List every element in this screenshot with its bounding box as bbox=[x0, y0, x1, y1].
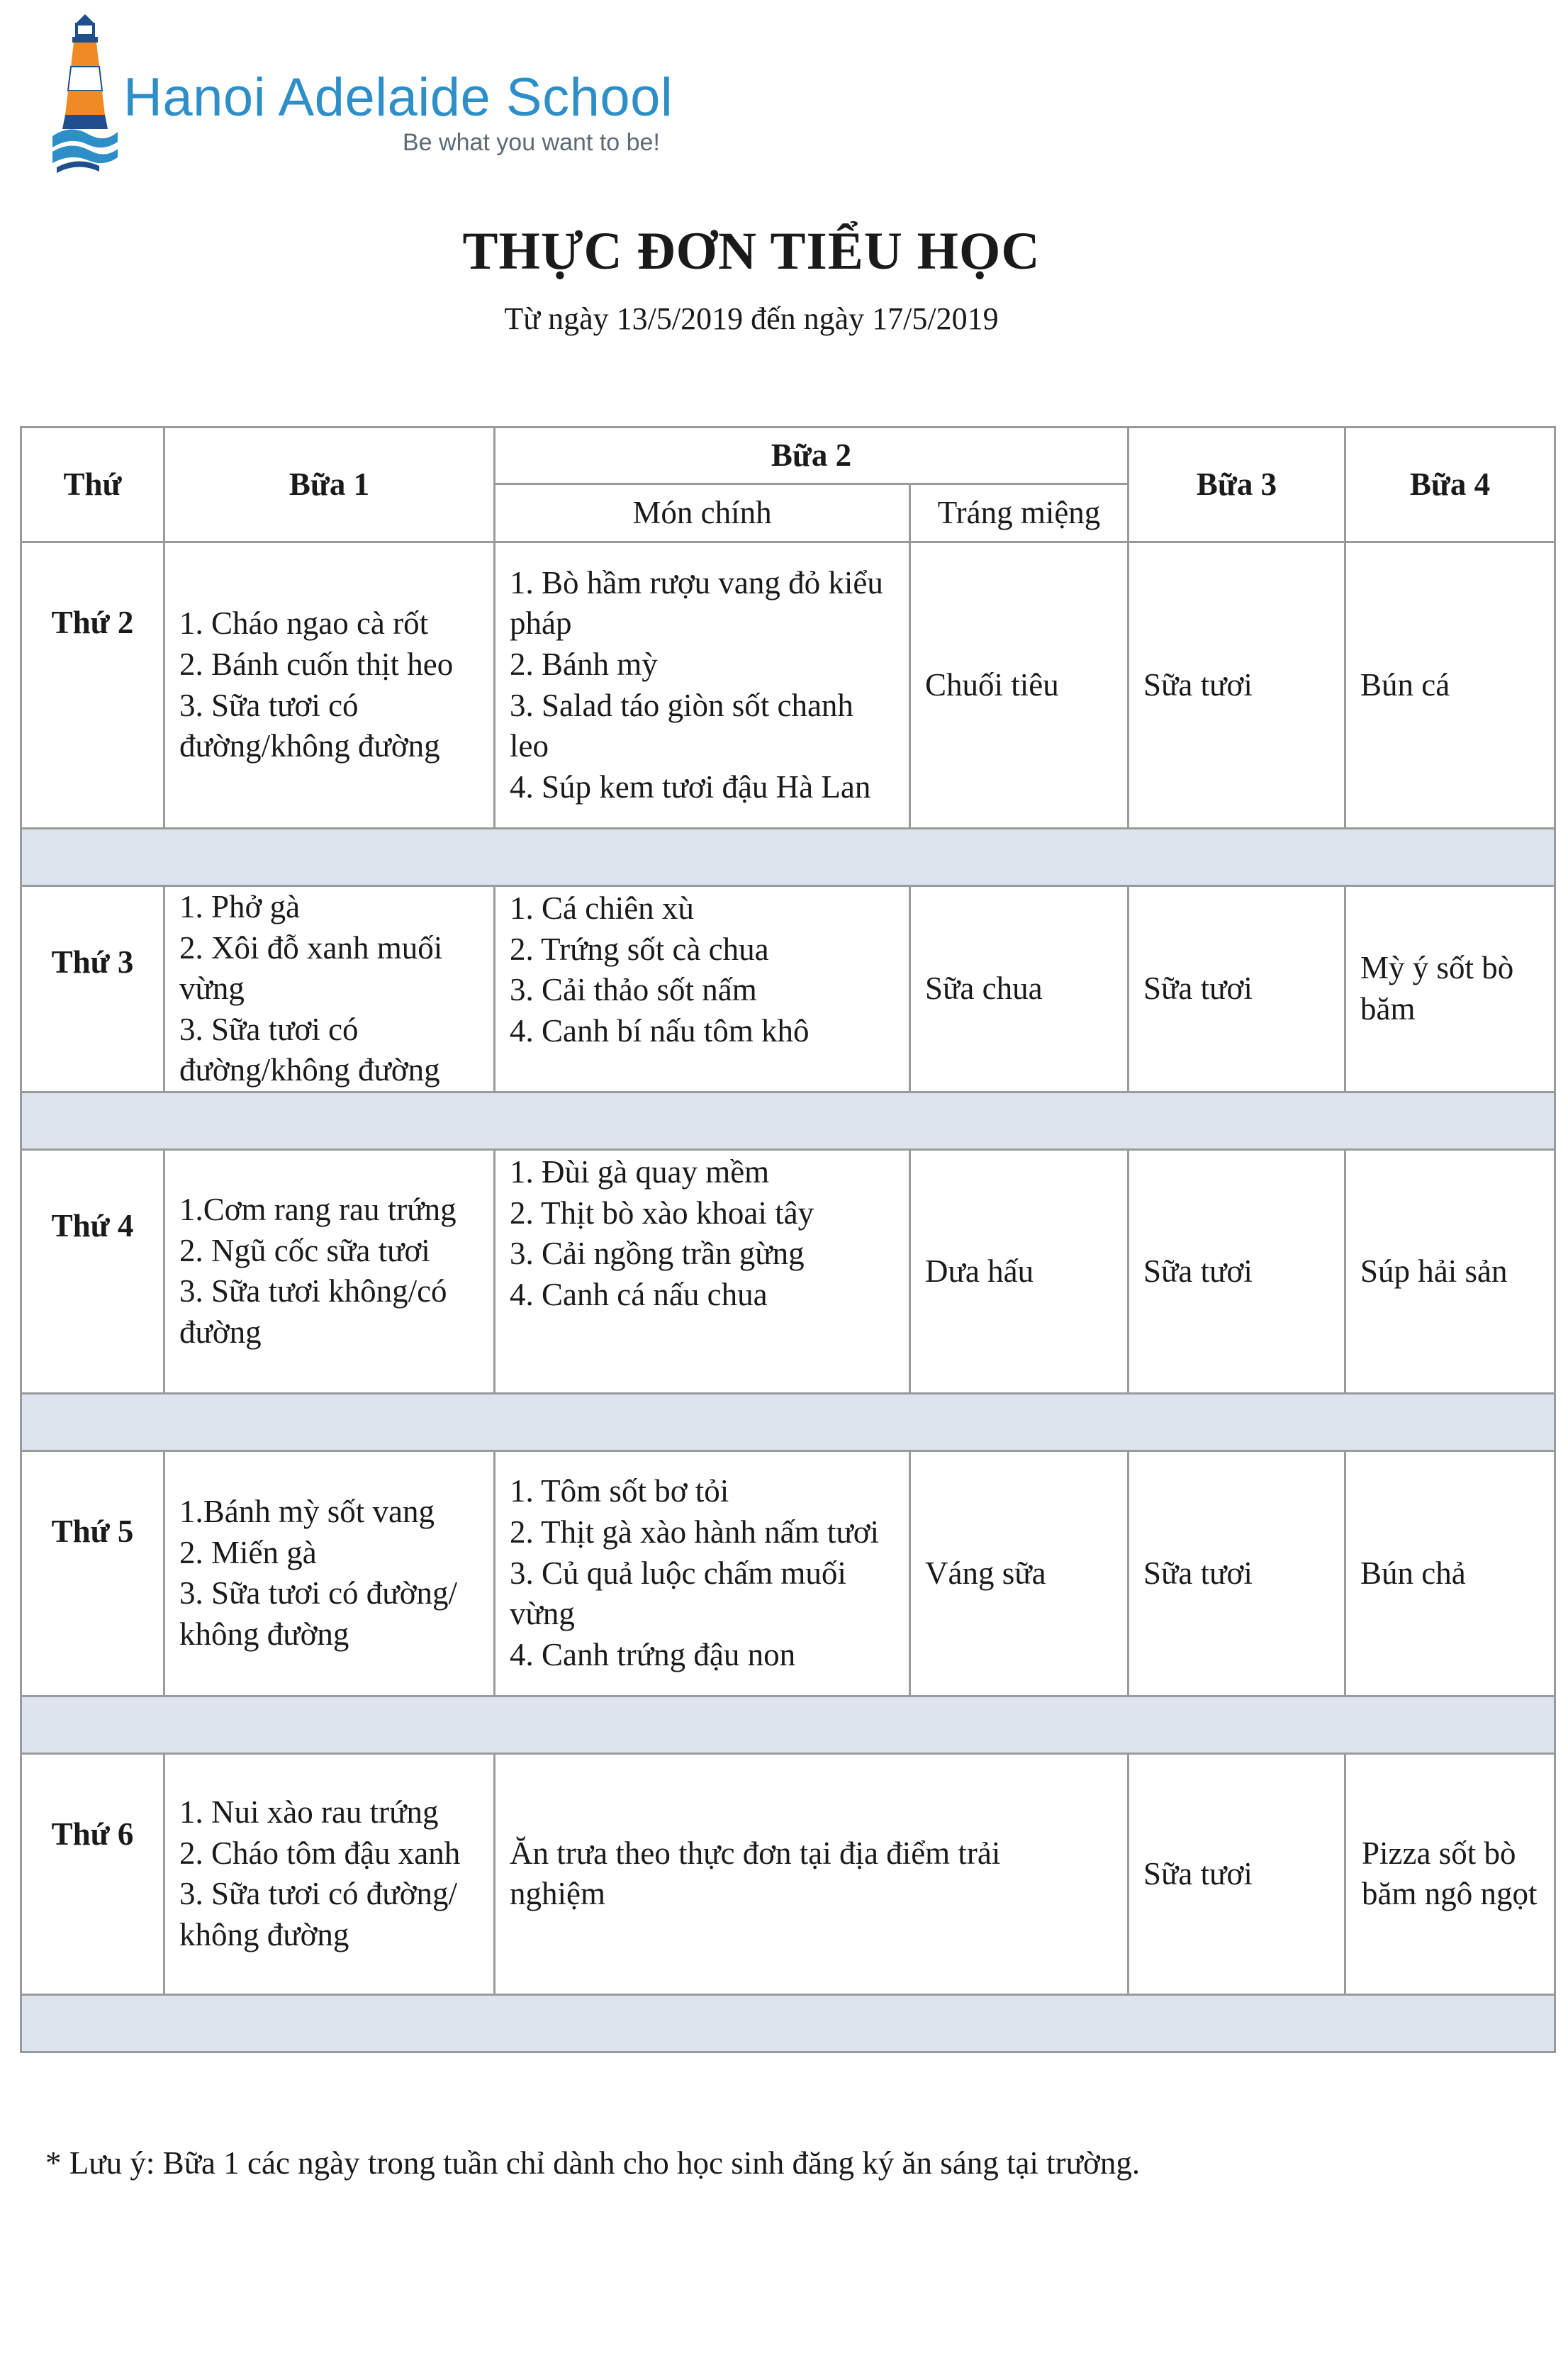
meal1-item: 3. Sữa tươi có đường/ không đường bbox=[179, 1575, 457, 1653]
meal1-item: 1. Phở gà bbox=[179, 889, 301, 924]
main-dish-cell bbox=[495, 1149, 910, 1393]
dessert-cell: Dưa hấu bbox=[910, 1149, 1129, 1393]
main-dish-item: 1. Tôm sốt bơ tỏi bbox=[510, 1473, 729, 1509]
header-dessert: Tráng miệng bbox=[910, 484, 1129, 542]
main-dish-cell bbox=[495, 1450, 910, 1696]
separator-row bbox=[21, 1994, 1555, 2052]
meal4-cell: Bún chả bbox=[1345, 1450, 1555, 1696]
main-dish-item: 4. Súp kem tươi đậu Hà Lan bbox=[510, 768, 871, 805]
meal4-cell: Mỳ ý sốt bò băm bbox=[1345, 886, 1555, 1092]
header-meal4: Bữa 4 bbox=[1345, 427, 1555, 542]
separator-row bbox=[21, 1393, 1555, 1450]
meal1-item: 1.Bánh mỳ sốt vang bbox=[179, 1494, 435, 1530]
meal4-cell: Pizza sốt bò băm ngô ngọt bbox=[1345, 1753, 1555, 1994]
meal1-cell bbox=[164, 1753, 495, 1994]
main-dish-cell bbox=[495, 886, 910, 1092]
separator-row bbox=[21, 829, 1555, 886]
header-row bbox=[21, 427, 1555, 484]
meal1-item: 2. Miến gà bbox=[179, 1534, 317, 1570]
main-dish-item: 3. Salad táo giòn sốt chanh leo bbox=[510, 687, 853, 764]
day-label: Thứ 6 bbox=[21, 1753, 164, 1994]
meal4-cell: Bún cá bbox=[1345, 542, 1555, 829]
main-dish-item: 4. Canh bí nấu tôm khô bbox=[510, 1012, 810, 1049]
menu-table bbox=[20, 426, 1556, 2053]
day-label: Thứ 5 bbox=[21, 1450, 164, 1696]
school-name: Hanoi Adelaide School bbox=[123, 67, 673, 128]
date-range: Từ ngày 13/5/2019 đến ngày 17/5/2019 bbox=[504, 301, 999, 336]
meal1-cell bbox=[164, 1149, 495, 1393]
main-dish-item: 2. Thịt bò xào khoai tây bbox=[510, 1195, 814, 1231]
header-meal2: Bữa 2 bbox=[495, 427, 1129, 484]
meal1-item: 1. Nui xào rau trứng bbox=[179, 1794, 439, 1830]
meal1-item: 1. Cháo ngao cà rốt bbox=[179, 605, 429, 642]
main-dish-item: 1. Đùi gà quay mềm bbox=[510, 1153, 770, 1190]
meal1-cell bbox=[164, 542, 495, 829]
header-main-dish: Món chính bbox=[495, 484, 910, 542]
meal1-cell bbox=[164, 1450, 495, 1696]
meal1-item: 2. Bánh cuốn thịt heo bbox=[179, 646, 454, 682]
page-title: THỰC ĐƠN TIỂU HỌC bbox=[462, 222, 1041, 281]
header-meal3: Bữa 3 bbox=[1129, 427, 1345, 542]
day-row bbox=[21, 1753, 1555, 1994]
main-dish-item: 4. Canh cá nấu chua bbox=[510, 1276, 768, 1312]
meal1-item: 3. Sữa tươi có đường/không đường bbox=[179, 687, 440, 764]
day-label: Thứ 2 bbox=[21, 542, 164, 829]
meal1-item: 3. Sữa tươi không/có đường bbox=[179, 1273, 447, 1351]
main-dish-item: 3. Củ quả luộc chấm muối vừng bbox=[510, 1555, 846, 1632]
meal1-item: 3. Sữa tươi có đường/ không đường bbox=[179, 1876, 457, 1953]
main-dish-item: 2. Thịt gà xào hành nấm tươi bbox=[510, 1514, 880, 1550]
dessert-cell: Chuối tiêu bbox=[910, 542, 1129, 829]
main-dish-item: 3. Cải thảo sốt nấm bbox=[510, 972, 757, 1008]
main-dish-item: 1. Cá chiên xù bbox=[510, 890, 694, 926]
lighthouse-logo-icon bbox=[50, 10, 121, 173]
dessert-cell: Sữa chua bbox=[910, 886, 1129, 1092]
meal4-cell: Súp hải sản bbox=[1345, 1149, 1555, 1393]
header-day: Thứ bbox=[21, 427, 164, 542]
day-row bbox=[21, 1450, 1555, 1696]
meal3-cell: Sữa tươi bbox=[1129, 542, 1345, 829]
separator-row bbox=[21, 1092, 1555, 1149]
meal1-cell bbox=[164, 886, 495, 1092]
meal1-item: 2. Cháo tôm đậu xanh bbox=[179, 1835, 461, 1871]
main-dish-combined-cell: Ăn trưa theo thực đơn tại địa điểm trải nghiệm bbox=[495, 1753, 1129, 1994]
meal3-cell: Sữa tươi bbox=[1129, 1149, 1345, 1393]
meal1-item: 2. Ngũ cốc sữa tươi bbox=[179, 1232, 430, 1268]
main-dish-item: 1. Bò hầm rượu vang đỏ kiểu pháp bbox=[510, 564, 883, 642]
dessert-cell: Váng sữa bbox=[910, 1450, 1129, 1696]
day-row bbox=[21, 1149, 1555, 1393]
meal1-item: 2. Xôi đỗ xanh muối vừng bbox=[179, 929, 443, 1007]
main-dish-item: 2. Trứng sốt cà chua bbox=[510, 931, 769, 967]
header-meal1: Bữa 1 bbox=[164, 427, 495, 542]
school-logo bbox=[50, 10, 716, 173]
main-dish-item: 4. Canh trứng đậu non bbox=[510, 1636, 796, 1672]
day-label: Thứ 3 bbox=[21, 886, 164, 1092]
school-tagline: Be what you want to be! bbox=[403, 129, 660, 156]
separator-row bbox=[21, 1696, 1555, 1753]
main-dish-item: 2. Bánh mỳ bbox=[510, 646, 658, 682]
meal3-cell: Sữa tươi bbox=[1129, 1753, 1345, 1994]
footnote: * Lưu ý: Bữa 1 các ngày trong tuần chỉ dành cho học sinh đăng ký ăn sáng tại trường. bbox=[45, 2145, 1141, 2181]
day-row bbox=[21, 886, 1555, 1092]
meal3-cell: Sữa tươi bbox=[1129, 1450, 1345, 1696]
meal1-item: 3. Sữa tươi có đường/không đường bbox=[179, 1011, 440, 1088]
day-row bbox=[21, 542, 1555, 829]
main-dish-cell bbox=[495, 542, 910, 829]
meal1-item: 1.Cơm rang rau trứng bbox=[179, 1192, 457, 1228]
main-dish-item: 3. Cải ngồng trần gừng bbox=[510, 1236, 805, 1272]
day-label: Thứ 4 bbox=[21, 1149, 164, 1393]
meal3-cell: Sữa tươi bbox=[1129, 886, 1345, 1092]
